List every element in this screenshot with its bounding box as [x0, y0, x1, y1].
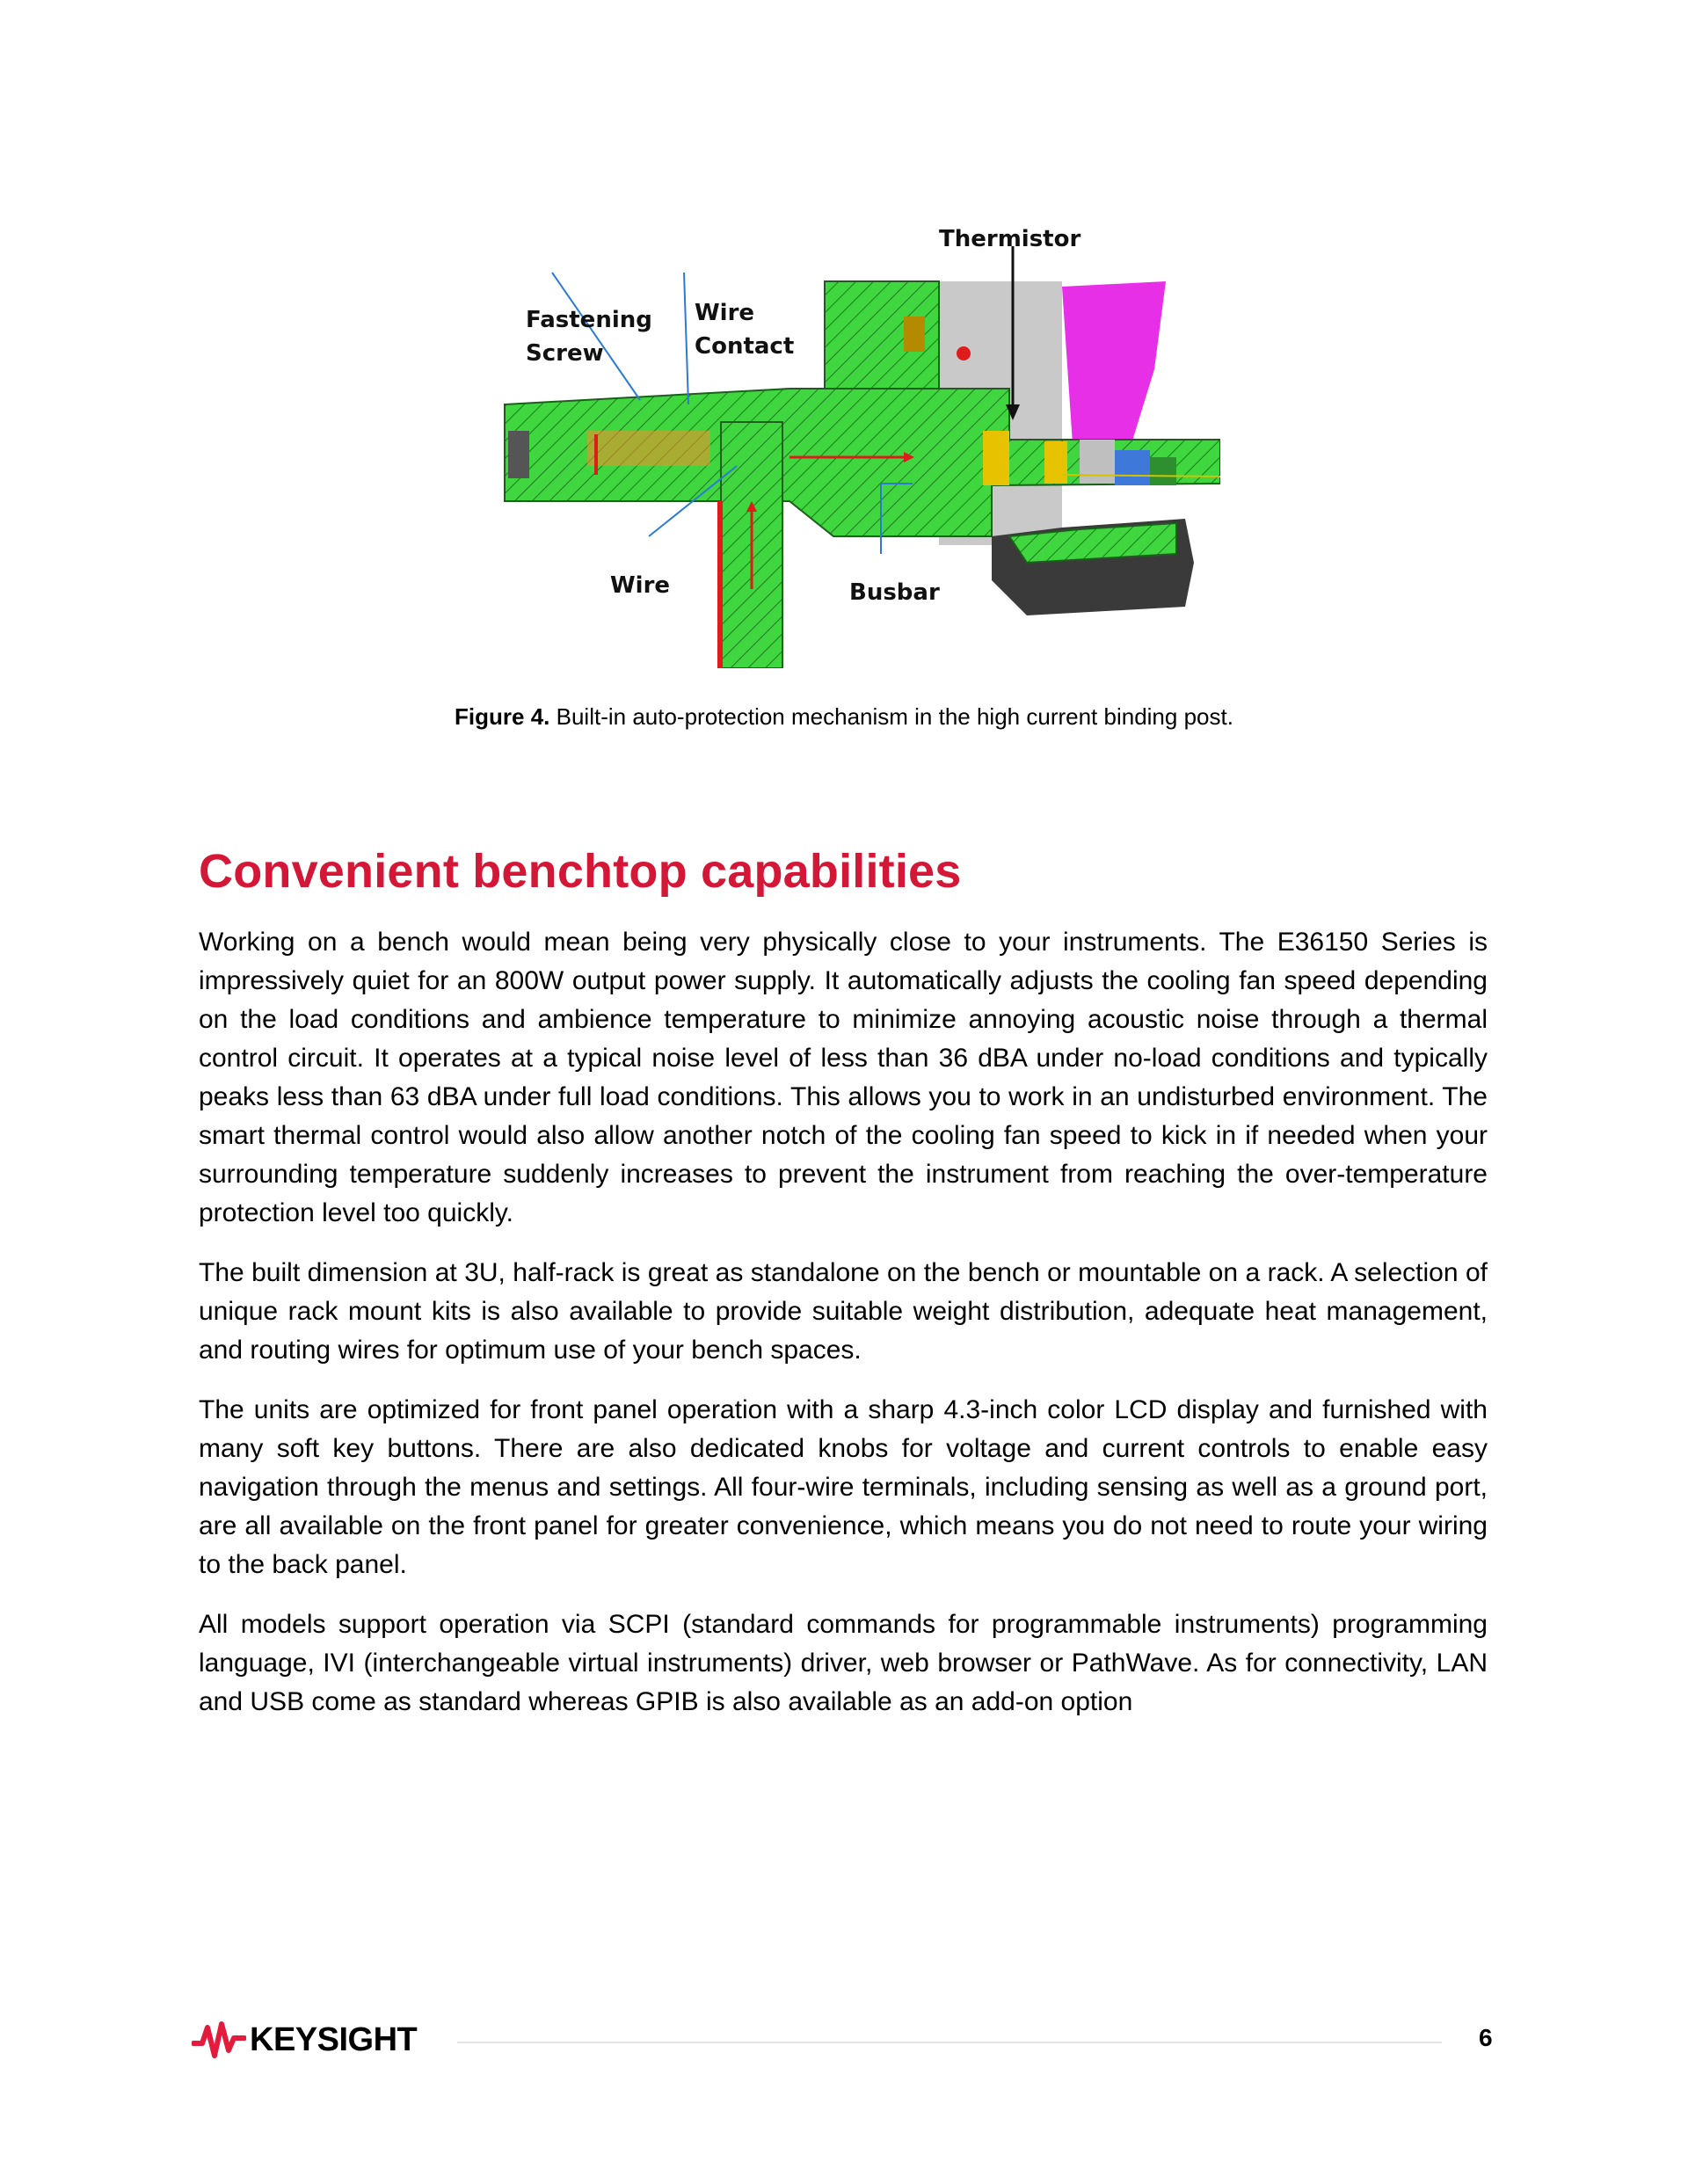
keysight-wave-icon	[192, 2020, 246, 2059]
label-screw: Screw	[526, 340, 604, 367]
section-heading: Convenient benchtop capabilities	[199, 845, 962, 898]
paragraph: The units are optimized for front panel operation with a sharp 4.3-inch color LCD display and furnished with many soft key buttons. There are also dedicated knobs for voltage and current controls to enable easy navigation through the menus and settings. All four-wire terminals, including sensing as well as a ground port, are all available on the front panel for greater convenience, which means you do not need to route your wiring to the back panel.	[199, 1395, 1488, 1579]
paragraph: All models support operation via SCPI (standard commands for programmable instruments) programming language, IVI (interchangeable virtual instruments) driver, web browser or PathWave. As for connectivity, LAN and USB come as standard whereas GPIB is also available as an add-on option	[199, 1610, 1488, 1716]
paragraph: The built dimension at 3U, half-rack is great as standalone on the bench or mountable on a rack. A selection of unique rack mount kits is also available to provide suitable weight distribution, adequate heat management, and routing wires for optimum use of your bench spaces.	[199, 1258, 1488, 1365]
label-wire-contact-2: Contact	[695, 333, 795, 360]
figure-caption	[0, 703, 1688, 731]
figure-caption-label: Figure 4.	[455, 703, 550, 730]
label-fastening: Fastening	[526, 307, 652, 333]
footer-divider	[457, 2042, 1442, 2043]
section-body	[199, 923, 1488, 1743]
wire-red-edge	[717, 501, 723, 668]
logo-text: KEYSIGHT	[250, 2020, 418, 2058]
inner-channel	[587, 431, 710, 466]
knob	[508, 431, 529, 478]
keysight-logo	[192, 2019, 417, 2061]
label-wire: Wire	[610, 572, 671, 599]
label-busbar: Busbar	[849, 579, 940, 606]
paragraph: Working on a bench would mean being very physically close to your instruments. The E36150 Series is impressively quiet for an 800W output power supply. It automatically adjusts the cooling fan speed depending on the load conditions and ambience temperature to minimize annoying acoustic noise through a thermal control circuit. It operates at a typical noise level of less than 36 dBA under no-load conditions and typically peaks less than 63 dBA under full load conditions. This allows you to work in an undisturbed environment. The smart thermal control would also allow another notch of the cooling fan speed to kick in if needed when your surrounding temperature suddenly increases to prevent the instrument from reaching the over-temperature protection level too quickly.	[199, 928, 1488, 1227]
binding-post-figure	[499, 220, 1220, 668]
label-wire-contact-1: Wire	[695, 300, 755, 326]
label-thermistor: Thermistor	[939, 226, 1081, 252]
yellow-ring	[983, 431, 1009, 485]
figure-caption-text: Built-in auto-protection mechanism in the high current binding post.	[549, 703, 1233, 730]
binding-post-cross-section	[499, 220, 1220, 668]
page-number: 6	[1479, 2024, 1493, 2051]
